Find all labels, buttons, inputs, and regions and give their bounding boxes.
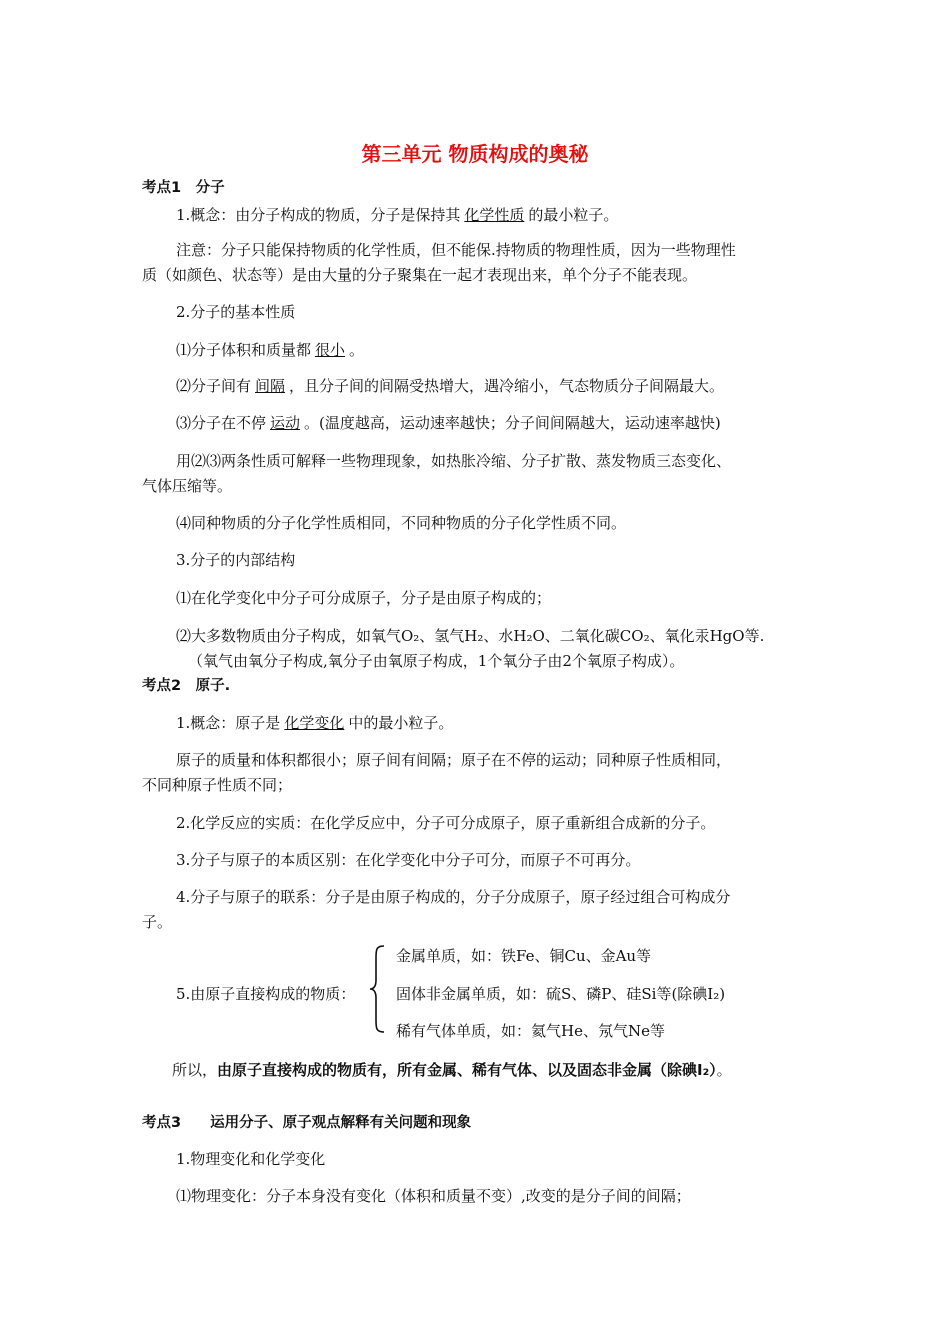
direct-atom-item-nonmetal: 固体非金属单质，如：硫S、磷P、硅Si等(除碘I₂) [396,985,726,1003]
section-2-heading: 考点2 原子. [142,678,231,694]
change-types: 1.物理变化和化学变化 [176,1150,326,1168]
property-2 [176,376,724,396]
text: 。 [716,1061,732,1079]
text: 所以， [172,1061,218,1079]
text: 1.概念：由分子构成的物质，分子是保持其 [176,206,461,224]
curly-brace-icon [368,944,388,1034]
property-1 [176,340,364,360]
blank-answer: 运动 [270,414,301,432]
atom-concept [176,713,453,733]
text: ⑵分子间有 [176,377,252,395]
usage-line-1: 用⑵⑶两条性质可解释一些物理现象，如热胀冷缩、分子扩散、蒸发物质三态变化、 [176,452,732,470]
structure-1: ⑴在化学变化中分子可分成原子，分子是由原子构成的； [176,589,552,607]
direct-atom-item-metal: 金属单质，如：铁Fe、铜Cu、金Au等 [396,947,652,965]
section-1-heading: 考点1 分子 [142,180,225,196]
text: 1.概念：原子是 [176,714,281,732]
property-3 [176,413,721,433]
text: 的最小粒子。 [528,206,619,224]
note-line-2: 质（如颜色、状态等）是由大量的分子聚集在一起才表现出来，单个分子不能表现。 [142,266,698,284]
text: 。(温度越高，运动速率越快；分子间间隔越大，运动速率越快) [304,414,721,432]
text: 中的最小粒子。 [348,714,454,732]
direct-atom-item-noble-gas: 稀有气体单质，如：氦气He、氖气Ne等 [396,1022,665,1040]
page-title: 第三单元 物质构成的奥秘 [361,142,589,166]
reaction-essence: 2.化学反应的实质：在化学反应中，分子可分成原子，原子重新组合成新的分子。 [176,814,716,832]
text: ⑶分子在不停 [176,414,267,432]
usage-line-2: 气体压缩等。 [142,477,233,495]
concept-line [176,205,618,225]
subheading-properties: 2.分子的基本性质 [176,303,296,321]
atom-note-1: 原子的质量和体积都很小；原子间有间隔；原子在不停的运动；同种原子性质相同， [176,751,732,769]
property-4: ⑷同种物质的分子化学性质相同，不同种物质的分子化学性质不同。 [176,514,627,532]
physical-change: ⑴物理变化：分子本身没有变化（体积和质量不变）,改变的是分子间的间隔； [176,1187,691,1205]
essential-difference: 3.分子与原子的本质区别：在化学变化中分子可分，而原子不可再分。 [176,851,641,869]
section-3-heading: 考点3 运用分子、原子观点解释有关问题和现象 [142,1115,472,1131]
blank-answer: 很小 [315,341,346,359]
structure-2-note: （氧气由氧分子构成,氧分子由氧原子构成，1个氧分子由2个氧原子构成）。 [188,652,685,670]
atom-note-2: 不同种原子性质不同； [142,776,293,794]
text: ⑴分子体积和质量都 [176,341,312,359]
relation-line-2: 子。 [142,913,173,931]
text: 。 [349,341,365,359]
relation-line-1: 4.分子与原子的联系：分子是由原子构成的，分子分成原子，原子经过组合可构成分 [176,888,731,906]
note-line-1: 注意：分子只能保持物质的化学性质，但不能保.持物质的物理性质，因为一些物理性 [176,241,736,259]
structure-2: ⑵大多数物质由分子构成，如氧气O₂、氢气H₂、水H₂O、二氧化碳CO₂、氧化汞HgO等. [176,627,765,645]
summary-bold: 由原子直接构成的物质有，所有金属、稀有气体、以及固态非金属（除碘I₂） [217,1061,717,1079]
blank-answer: 化学变化 [284,714,345,732]
blank-answer: 间隔 [255,377,286,395]
direct-atom-label: 5.由原子直接构成的物质： [176,985,356,1003]
subheading-structure: 3.分子的内部结构 [176,551,296,569]
text: ，且分子间的间隔受热增大，遇冷缩小，气态物质分子间隔最大。 [289,377,725,395]
summary-line [172,1060,732,1080]
blank-answer: 化学性质 [464,206,525,224]
